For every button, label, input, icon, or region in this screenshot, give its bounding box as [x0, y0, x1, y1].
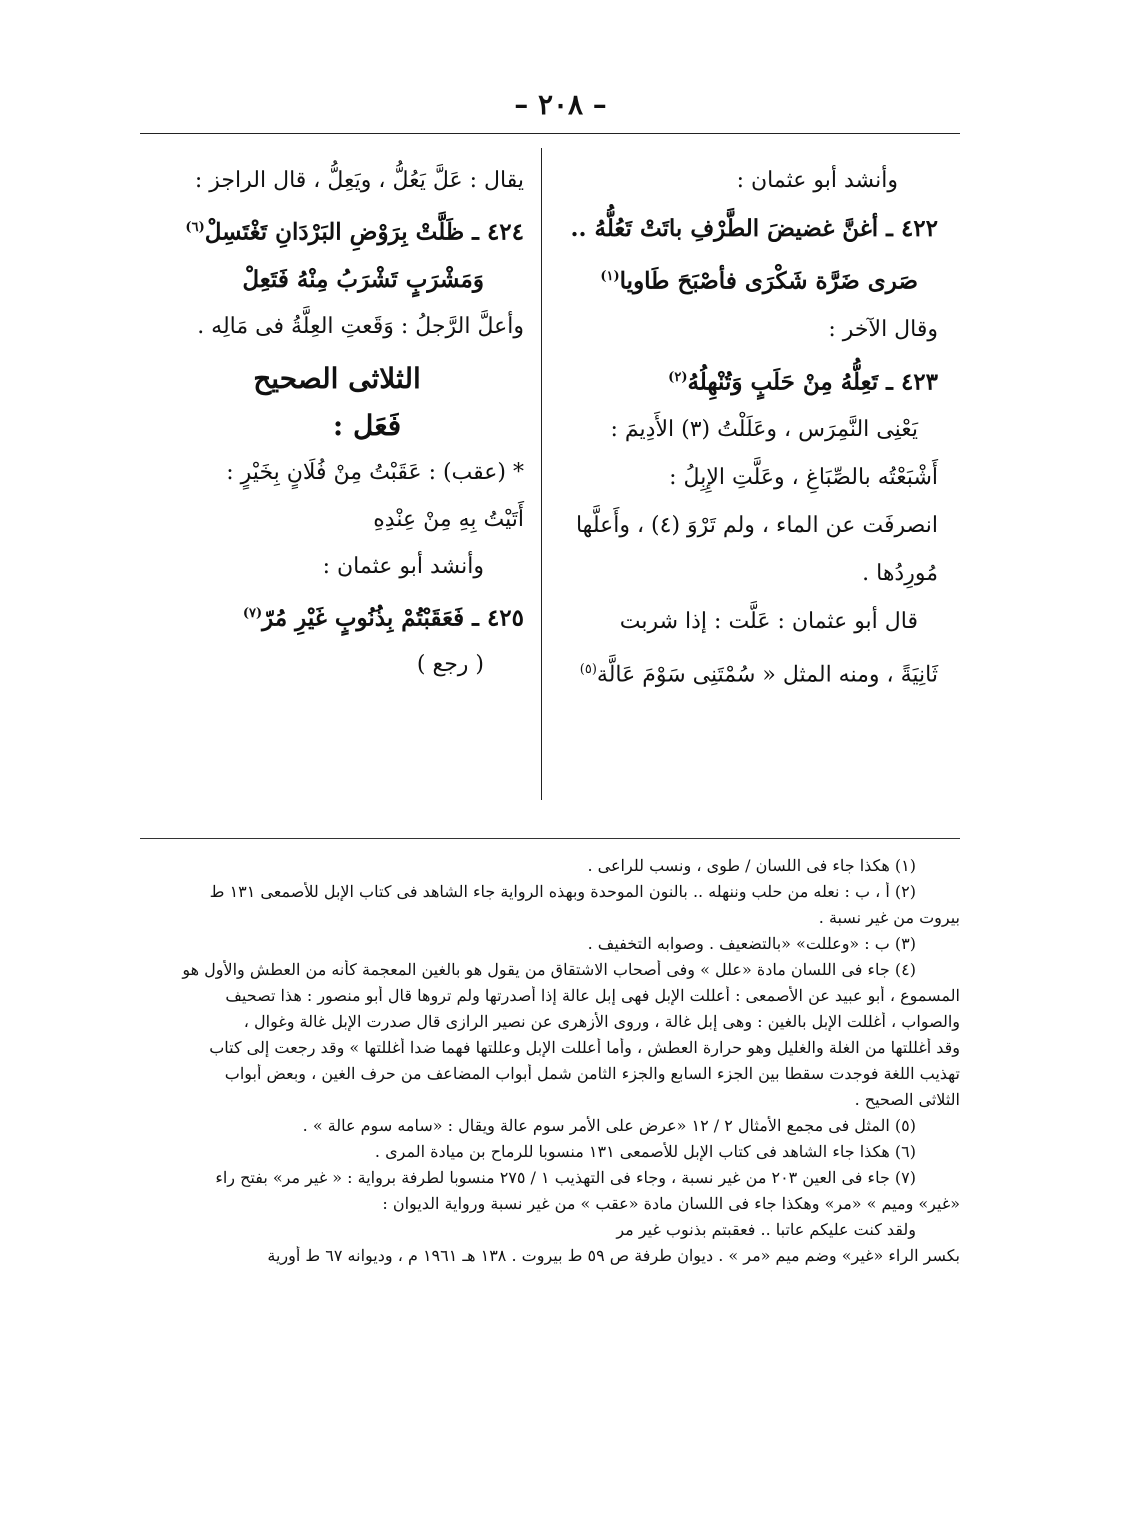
- text-line-text: وَمَشْرَبٍ تَشْرَبُ مِنْهُ فَتَعِلْ: [242, 265, 484, 293]
- text-line-text: انصرفَت عن الماء ، ولم تَرْوَ (٤) ، وأَعلَّها: [575, 513, 938, 539]
- text-line: [560, 561, 938, 587]
- footnote-line-text: (٦) هكذا جاء الشاهد فى كتاب الإبل للأصمعى ١٣١ منسوبا للرماح بن ميادة المرى .: [374, 1142, 916, 1161]
- text-line-text: ٤٢٥ ـ فَعَقَبْتُمْ بِذُنُوبٍ غَيْرِ مُرّ: [262, 604, 524, 632]
- text-line: [560, 513, 938, 539]
- footnote-line-text: (٤) جاء فى اللسان مادة «علل » وفى أصحاب الاشتقاق من يقول هو بالغين المعجمة كأنه من العطش والأول هو: [182, 960, 916, 979]
- text-line: [150, 168, 524, 194]
- text-line-text: يقال : عَلَّ يَعُلُّ ، ويَعِلُّ ، قال الراجز :: [194, 168, 524, 193]
- footnote-line: [140, 1064, 960, 1084]
- text-line-text: أَشْبَعْتُه بالصِّبَاغِ ، وعَلَّتِ الإِبِلُ :: [669, 465, 938, 491]
- text-line: [150, 267, 524, 293]
- footnote-line-text: تهذيب اللغة فوجدت سقطا بين الجزء السابع والجزء الثامن شمل أبواب المضاعف من حرف الغين ، وبعض أبواب: [224, 1064, 960, 1083]
- text-line-text: ثَانِيَةً ، ومنه المثل « سُمْتَنِى سَوْمَ عَالَّة: [596, 662, 938, 688]
- text-line-text: وقال الآخر :: [828, 316, 938, 342]
- footnote-line-text: بكسر الراء «غير» وضم ميم «مر » . ديوان طرفة ص ٥٩ ط بيروت . ١٣٨ هـ ١٩٦١ م ، وديوانه ٦٧ ط أورية: [267, 1246, 960, 1265]
- text-line-text: صَرى ضَرَّة شَكْرَى فأصْبَحَ طَاويا: [619, 267, 918, 295]
- footnotes: [140, 856, 960, 1272]
- text-line: [560, 168, 938, 194]
- text-line-text: وأعلَّ الرَّجلُ : وَقَعتِ العِلَّةُ فى مَالِه .: [197, 313, 524, 339]
- text-line: [150, 215, 524, 246]
- section-heading: الثلاثى الصحيح: [253, 361, 421, 395]
- text-line: [560, 317, 938, 343]
- text-line: [560, 657, 938, 688]
- text-line-text: يَعْنِى النَّمِرَس ، وعَلَلْتُ (٣) الأَدِيمَ :: [610, 417, 918, 443]
- footnote-rule: [140, 838, 960, 839]
- text-line: [150, 460, 524, 486]
- footnote-line: [140, 1168, 960, 1188]
- footnote-line: [140, 934, 960, 954]
- text-line: [560, 365, 938, 396]
- footnote-line-text: «غير» وميم » «مر» وهكذا جاء فى اللسان مادة «عقب » من غير نسبة ورواية الديوان :: [382, 1194, 960, 1213]
- left-column: [150, 168, 524, 699]
- footnote-ref: (٦): [185, 220, 205, 235]
- text-line: [150, 554, 524, 580]
- text-line: [560, 609, 938, 635]
- footnote-ref: (١): [600, 269, 620, 284]
- footnote-line: [140, 856, 960, 876]
- footnote-line: [140, 1194, 960, 1214]
- text-line-text: ( رجع ): [416, 652, 484, 678]
- section-subheading: فَعَل :: [332, 408, 402, 442]
- text-line: [560, 264, 938, 295]
- footnote-line-text: (٣) ب : «وعللت» «بالتضعيف . وصوابه التخفيف .: [587, 934, 916, 953]
- text-line: [150, 507, 524, 533]
- text-line: [560, 465, 938, 491]
- footnote-line-text: والصواب ، أغللت الإبل بالغين : وهى إبل غالة ، وروى الأزهرى عن نصير الرازى قال صدرت الإبل غالة وغوال ،: [243, 1012, 960, 1031]
- footnote-line-text: وقد أغللتها من الغلة والغليل وهو حرارة العطش ، وأما أعللت الإبل وعللتها فهما ضدا أغللتها » وقد رجعت إلى كتاب: [209, 1038, 960, 1057]
- footnote-ref: (٧): [242, 605, 263, 621]
- header-rule: [140, 133, 960, 134]
- right-column: [560, 168, 938, 711]
- text-line-text: * (عقب) : عَقَبْتُ مِنْ فُلَانٍ بِخَيْرٍ :: [226, 459, 524, 485]
- text-line-text: ٤٢٢ ـ أغنَّ غضيضَ الطَّرْفِ باتَتْ تَعُلُّهُ ..: [570, 215, 938, 242]
- footnote-line-text: (٧) جاء فى العين ٢٠٣ من غير نسبة ، وجاء فى التهذيب ١ / ٢٧٥ منسوبا لطرفة برواية : « غير مر» بفتح راء: [215, 1168, 916, 1187]
- text-line-text: ٤٢٣ ـ تَعِلُّهُ مِنْ حَلَبٍ وَتُنْهِلُهُ: [687, 368, 938, 396]
- footnote-line-text: (٥) المثل فى مجمع الأمثال ٢ / ١٢ «عرض على الأمر سوم عالة ويقال : «سامه سوم عالة » .: [302, 1116, 916, 1135]
- text-line: [560, 216, 938, 242]
- footnote-line-text: (١) هكذا جاء فى اللسان / طوى ، ونسب للراعى .: [587, 856, 916, 875]
- footnote-line: [140, 882, 960, 902]
- text-line: [150, 652, 524, 678]
- footnote-line-text: بيروت من غير نسبة .: [818, 908, 960, 927]
- footnote-line: [140, 1220, 960, 1240]
- text-line: [560, 417, 938, 443]
- footnote-line: [140, 986, 960, 1006]
- text-line-text: ٤٢٤ ـ ظَلَّتْ بِرَوْضِ البَرْدَانِ تَغْتَسِلْ: [204, 218, 524, 246]
- footnote-line-text: المسموع ، أبو عبيد عن الأصمعى : أعللت الإبل فهى إبل عالة إذا أصدرتها ولم تروها قال أبو منصور : هذا تصحيف: [225, 986, 960, 1005]
- page-number: – ٢٠٨ –: [514, 88, 607, 121]
- text-line-text: مُورِدُها .: [862, 561, 938, 587]
- text-line-text: قال أبو عثمان : عَلَّت : إذا شربت: [619, 609, 918, 635]
- footnote-line: [140, 1090, 960, 1110]
- column-divider: [541, 148, 542, 800]
- footnote-ref: (٢): [668, 369, 688, 385]
- footnote-line: [140, 1142, 960, 1162]
- footnote-line: [140, 1012, 960, 1032]
- text-line-text: وأنشد أبو عثمان :: [736, 168, 898, 193]
- footnote-ref: (٥): [579, 662, 597, 678]
- footnote-line: [140, 960, 960, 980]
- footnote-line: [140, 908, 960, 928]
- footnote-line-text: ولقد كنت عليكم عاتبا .. فعقبتم بذنوب غير مر: [616, 1220, 916, 1239]
- footnote-line: [140, 1038, 960, 1058]
- footnote-line: [140, 1246, 960, 1266]
- text-line-text: أَتَيْتُ بِهِ مِنْ عِنْدِهِ: [373, 506, 524, 532]
- footnote-line-text: (٢) أ ، ب : نعله من حلب وننهله .. بالنون الموحدة وبهذه الرواية جاء الشاهد فى كتاب الإبل للأصمعى ١٣١ ط: [209, 882, 916, 901]
- footnote-line-text: الثلاثى الصحيح .: [854, 1090, 960, 1109]
- text-line-text: وأنشد أبو عثمان :: [322, 553, 484, 579]
- text-line: [150, 314, 524, 340]
- text-line: [150, 601, 524, 632]
- footnote-line: [140, 1116, 960, 1136]
